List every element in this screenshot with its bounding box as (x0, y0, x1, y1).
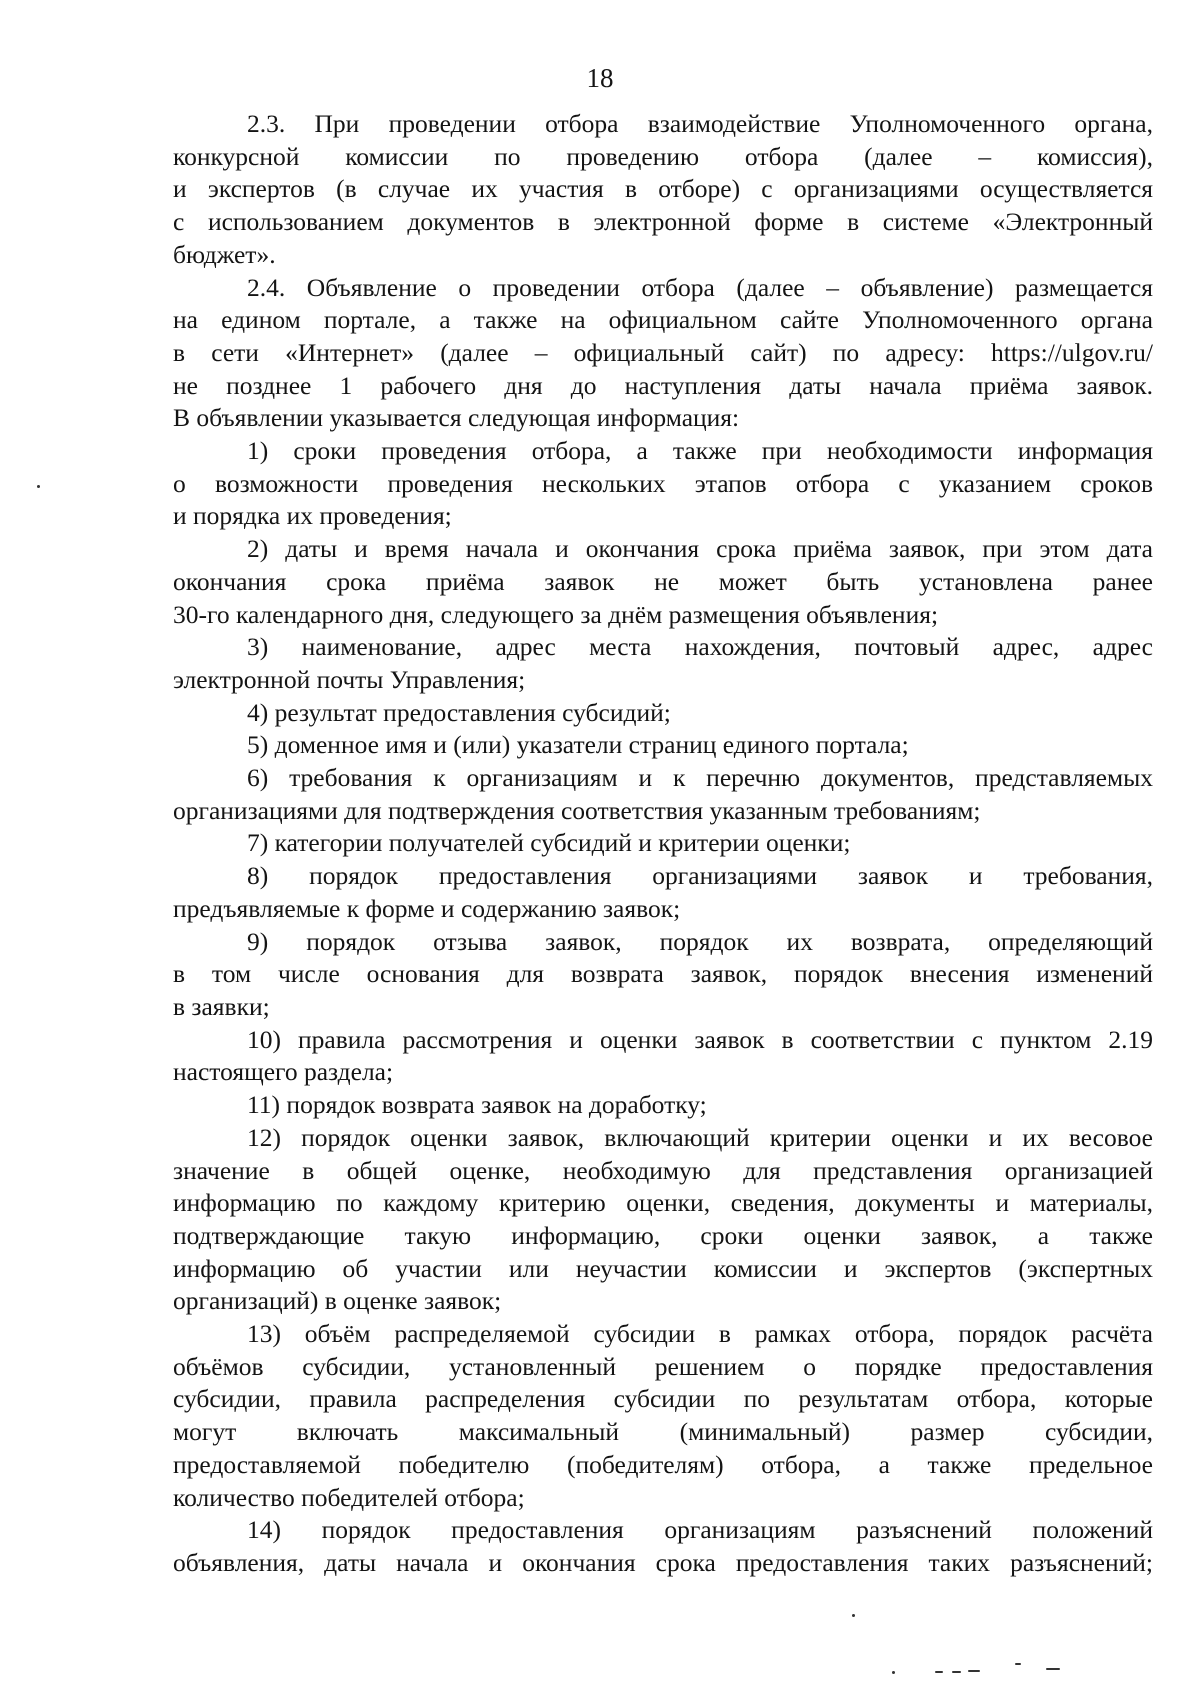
text-line: 6) требования к организациям и к перечню документов, представляемых (247, 763, 1153, 793)
paragraph (173, 631, 1153, 696)
text-line: предоставляемой победителю (победителям) отбора, а также предельное (173, 1449, 1153, 1479)
text-line: 12) порядок оценки заявок, включающий критерии оценки и их весовое (247, 1122, 1153, 1152)
text-line: 30-го календарного дня, следующего за днём размещения объявления; (173, 599, 939, 629)
text-line: 2.3. При проведении отбора взаимодействие Уполномоченного органа, (247, 109, 1153, 138)
scan-artifact (37, 485, 40, 488)
paragraph (173, 762, 1153, 827)
text-line: 8) порядок предоставления организациями заявок и требования, (247, 861, 1153, 891)
text-line: организаций) в оценке заявок; (173, 1286, 502, 1316)
text-line: В объявлении указывается следующая информация: (173, 403, 740, 433)
scan-artifact (952, 1671, 961, 1673)
text-line: 7) категории получателей субсидий и критерии оценки; (247, 828, 851, 858)
text-line: 13) объём распределяемой субсидии в рамках отбора, порядок расчёта (247, 1319, 1153, 1349)
text-line: 4) результат предоставления субсидий; (247, 697, 671, 727)
paragraph (173, 697, 1153, 730)
paragraph (173, 1514, 1153, 1579)
paragraph (173, 533, 1153, 631)
text-line: о возможности проведения нескольких этапов отбора с указанием сроков (173, 468, 1153, 498)
text-line: в сети «Интернет» (далее – официальный сайт) по адресу: https://ulgov.ru/ (173, 337, 1153, 367)
paragraph (173, 860, 1153, 925)
paragraph (173, 1089, 1153, 1122)
text-line: организациями для подтверждения соответствия указанным требованиям; (173, 795, 981, 825)
text-line: могут включать максимальный (минимальный) размер субсидии, (173, 1417, 1153, 1447)
text-line: не позднее 1 рабочего дня до наступления даты начала приёма заявок. (173, 370, 1153, 400)
text-line: подтверждающие такую информацию, сроки оценки заявок, а также (173, 1220, 1153, 1250)
paragraph (173, 1122, 1153, 1318)
text-line: окончания срока приёма заявок не может быть установлена ранее (173, 566, 1153, 596)
document-body (173, 108, 1153, 1580)
text-line: объявления, даты начала и окончания срока предоставления таких разъяснений; (173, 1547, 1153, 1577)
text-line: и экспертов (в случае их участия в отборе) с организациями осуществляется (173, 174, 1153, 204)
text-line: на едином портале, а также на официальном сайте Уполномоченного органа (173, 305, 1153, 335)
paragraph (173, 729, 1153, 762)
scan-artifact (892, 1671, 895, 1674)
text-line: 11) порядок возврата заявок на доработку; (247, 1090, 707, 1120)
scan-artifact (1046, 1668, 1060, 1670)
text-line: значение в общей оценке, необходимую для представления организацией (173, 1155, 1153, 1185)
text-line: электронной почты Управления; (173, 664, 526, 694)
text-line: в том числе основания для возврата заявок, порядок внесения изменений (173, 959, 1153, 989)
text-line: настоящего раздела; (173, 1057, 394, 1087)
text-line: объёмов субсидии, установленный решением о порядке предоставления (173, 1351, 1153, 1381)
paragraph (173, 1318, 1153, 1514)
text-line: 2.4. Объявление о проведении отбора (далее – объявление) размещается (247, 272, 1153, 302)
paragraph (173, 108, 1153, 272)
paragraph (173, 435, 1153, 533)
text-line: предъявляемые к форме и содержанию заявок; (173, 893, 681, 923)
text-line: в заявки; (173, 991, 270, 1021)
text-line: бюджет». (173, 239, 276, 269)
text-line: количество победителей отбора; (173, 1482, 525, 1512)
scan-artifact (935, 1671, 943, 1673)
text-line: и порядка их проведения; (173, 501, 452, 531)
text-line: с использованием документов в электронной форме в системе «Электронный (173, 207, 1153, 237)
text-line: 1) сроки проведения отбора, а также при необходимости информация (247, 436, 1153, 466)
text-line: 14) порядок предоставления организациям разъяснений положений (247, 1515, 1153, 1545)
scan-artifact (1015, 1663, 1021, 1665)
paragraph (173, 272, 1153, 436)
text-line: 10) правила рассмотрения и оценки заявок в соответствии с пунктом 2.19 (247, 1024, 1153, 1054)
text-line: информацию об участии или неучастии комиссии и экспертов (экспертных (173, 1253, 1153, 1283)
page-number: 18 (586, 63, 614, 93)
text-line: информацию по каждому критерию оценки, сведения, документы и материалы, (173, 1188, 1153, 1218)
paragraph (173, 1024, 1153, 1089)
text-line: 5) доменное имя и (или) указатели страниц единого портала; (247, 730, 909, 760)
paragraph (173, 926, 1153, 1024)
text-line: субсидии, правила распределения субсидии по результатам отбора, которые (173, 1384, 1153, 1414)
text-line: 9) порядок отзыва заявок, порядок их возврата, определяющий (247, 926, 1153, 956)
text-line: 3) наименование, адрес места нахождения, почтовый адрес, адрес (247, 632, 1153, 662)
text-line: 2) даты и время начала и окончания срока приёма заявок, при этом дата (247, 534, 1153, 564)
text-line: конкурсной комиссии по проведению отбора (далее – комиссия), (173, 141, 1153, 171)
paragraph (173, 827, 1153, 860)
scan-artifact (968, 1670, 980, 1672)
scan-artifact (852, 1614, 855, 1617)
